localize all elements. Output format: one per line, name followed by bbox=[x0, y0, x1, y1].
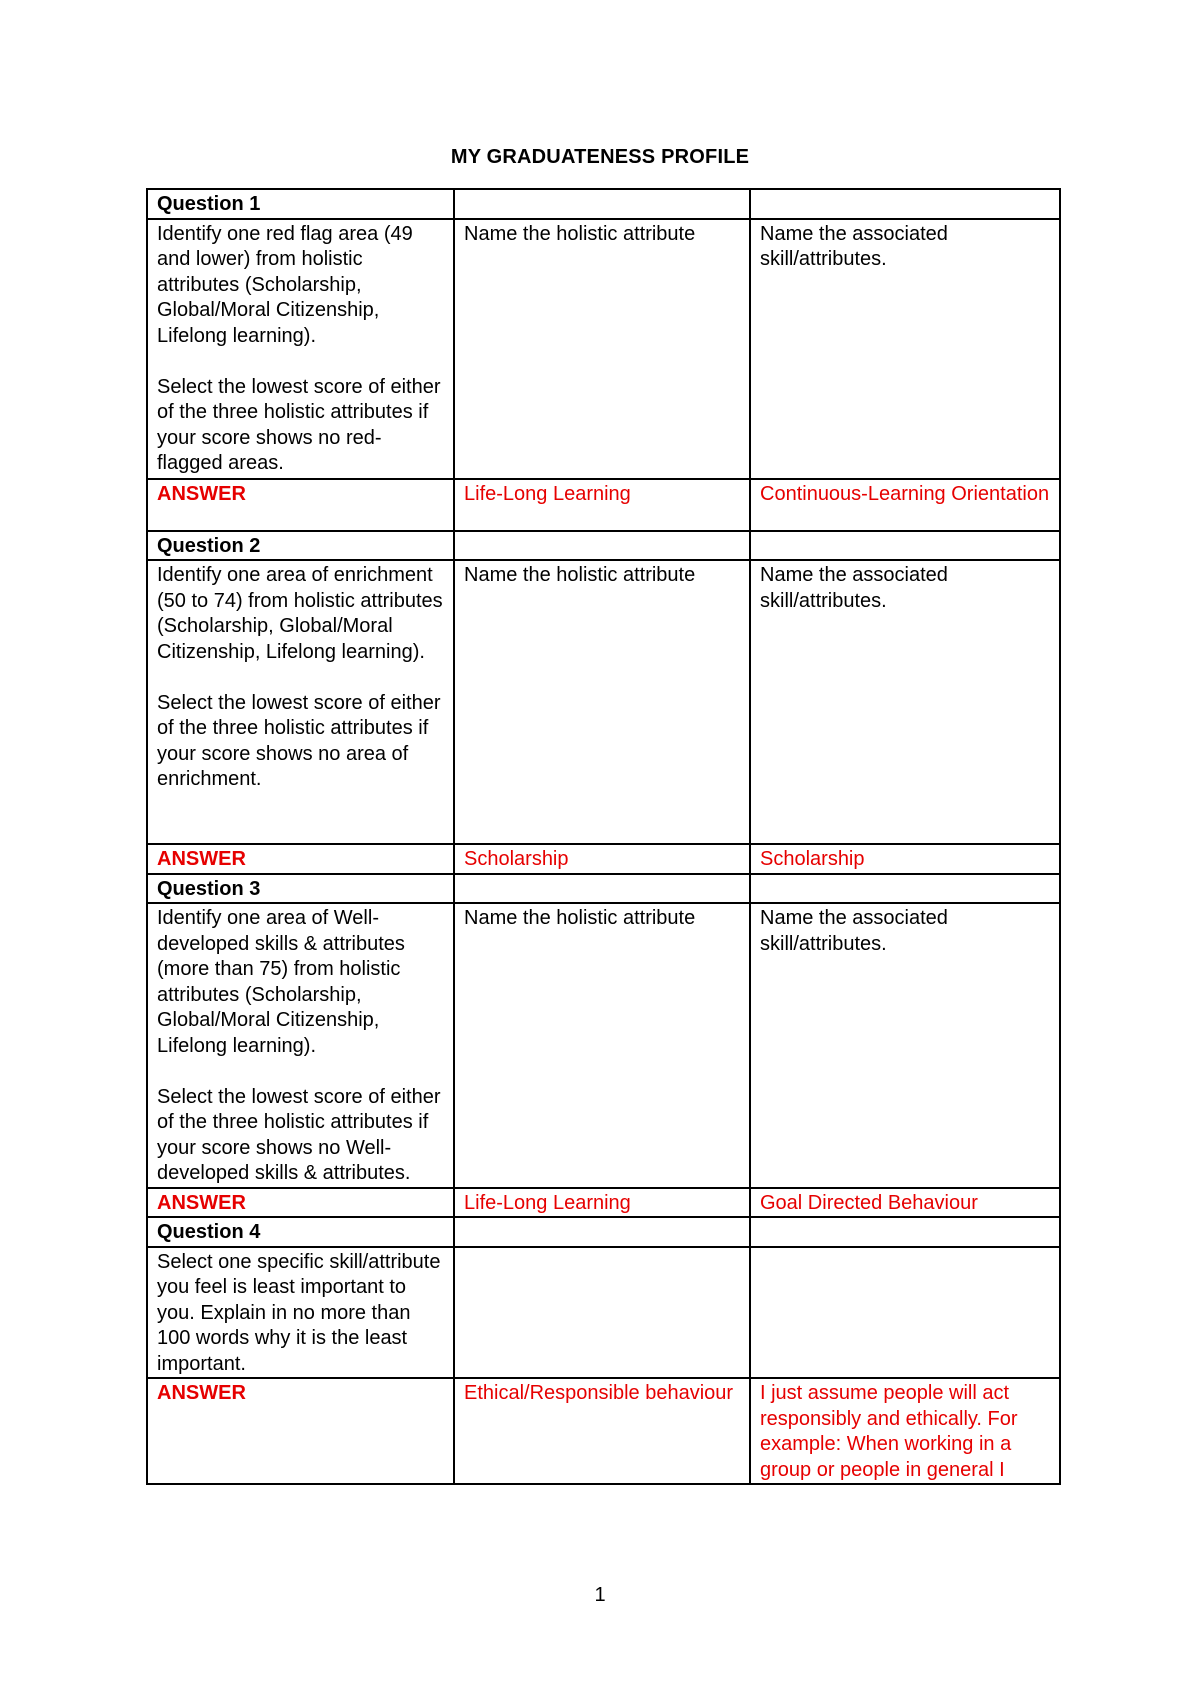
question-heading: Question 2 bbox=[147, 531, 454, 561]
question-header-row bbox=[147, 1217, 1060, 1247]
answer-label: ANSWER bbox=[147, 844, 454, 874]
question-prompt-row bbox=[147, 903, 1060, 1188]
answer-skill: Scholarship bbox=[750, 844, 1060, 874]
prompt-paragraph: Select the lowest score of either of the three holistic attributes if your score shows no Well-developed skills & attributes. bbox=[157, 1085, 441, 1184]
column-instruction: Name the associated skill/attributes. bbox=[750, 903, 1060, 1188]
question-prompt-row bbox=[147, 560, 1060, 844]
question-heading: Question 1 bbox=[147, 189, 454, 219]
page-title: MY GRADUATENESS PROFILE bbox=[450, 146, 750, 168]
question-prompt-row bbox=[147, 219, 1060, 479]
question-prompt-row bbox=[147, 1247, 1060, 1379]
prompt-paragraph: Identify one area of enrichment (50 to 74) from holistic attributes (Scholarship, Global/Moral Citizenship, Lifelong learning). bbox=[157, 564, 443, 663]
answer-skill: Continuous-Learning Orientation bbox=[750, 479, 1060, 531]
empty-cell bbox=[454, 874, 750, 904]
answer-label: ANSWER bbox=[147, 479, 454, 531]
question-heading: Question 4 bbox=[147, 1217, 454, 1247]
empty-cell bbox=[454, 189, 750, 219]
answer-label: ANSWER bbox=[147, 1188, 454, 1218]
answer-skill: Goal Directed Behaviour bbox=[750, 1188, 1060, 1218]
prompt-paragraph: Select the lowest score of either of the three holistic attributes if your score shows no area of enrichment. bbox=[157, 691, 441, 790]
answer-row bbox=[147, 1188, 1060, 1218]
question-header-row bbox=[147, 874, 1060, 904]
answer-attribute: Scholarship bbox=[454, 844, 750, 874]
question-header-row bbox=[147, 189, 1060, 219]
column-instruction: Name the holistic attribute bbox=[454, 560, 750, 844]
question-prompt bbox=[147, 560, 454, 844]
answer-attribute: Ethical/Responsible behaviour bbox=[454, 1378, 750, 1484]
column-instruction bbox=[454, 1247, 750, 1379]
column-instruction: Name the holistic attribute bbox=[454, 219, 750, 479]
column-instruction bbox=[750, 1247, 1060, 1379]
empty-cell bbox=[454, 531, 750, 561]
empty-cell bbox=[750, 874, 1060, 904]
question-prompt bbox=[147, 219, 454, 479]
empty-cell bbox=[750, 1217, 1060, 1247]
question-prompt bbox=[147, 903, 454, 1188]
answer-attribute: Life-Long Learning bbox=[454, 479, 750, 531]
answer-explanation: I just assume people will act responsibly and ethically. For example: When working in a group or people in general I bbox=[750, 1378, 1060, 1484]
prompt-paragraph: Select the lowest score of either of the three holistic attributes if your score shows no red-flagged areas. bbox=[157, 375, 441, 474]
column-instruction: Name the associated skill/attributes. bbox=[750, 560, 1060, 844]
empty-cell bbox=[750, 189, 1060, 219]
prompt-paragraph: Select one specific skill/attribute you feel is least important to you. Explain in no more than 100 words why it is the least important. bbox=[157, 1250, 441, 1375]
question-header-row bbox=[147, 531, 1060, 561]
answer-row bbox=[147, 1378, 1060, 1484]
question-prompt bbox=[147, 1247, 454, 1379]
profile-table bbox=[146, 188, 1061, 1485]
answer-row bbox=[147, 844, 1060, 874]
column-instruction: Name the holistic attribute bbox=[454, 903, 750, 1188]
empty-cell bbox=[750, 531, 1060, 561]
question-heading: Question 3 bbox=[147, 874, 454, 904]
prompt-paragraph: Identify one red flag area (49 and lower) from holistic attributes (Scholarship, Global/Moral Citizenship, Lifelong learning). bbox=[157, 222, 413, 347]
column-instruction: Name the associated skill/attributes. bbox=[750, 219, 1060, 479]
prompt-paragraph: Identify one area of Well-developed skills & attributes (more than 75) from holistic attributes (Scholarship, Global/Moral Citizenship, Lifelong learning). bbox=[157, 907, 405, 1057]
answer-row bbox=[147, 479, 1060, 531]
answer-attribute: Life-Long Learning bbox=[454, 1188, 750, 1218]
empty-cell bbox=[454, 1217, 750, 1247]
page-number: 1 bbox=[594, 1584, 606, 1606]
answer-label: ANSWER bbox=[147, 1378, 454, 1484]
